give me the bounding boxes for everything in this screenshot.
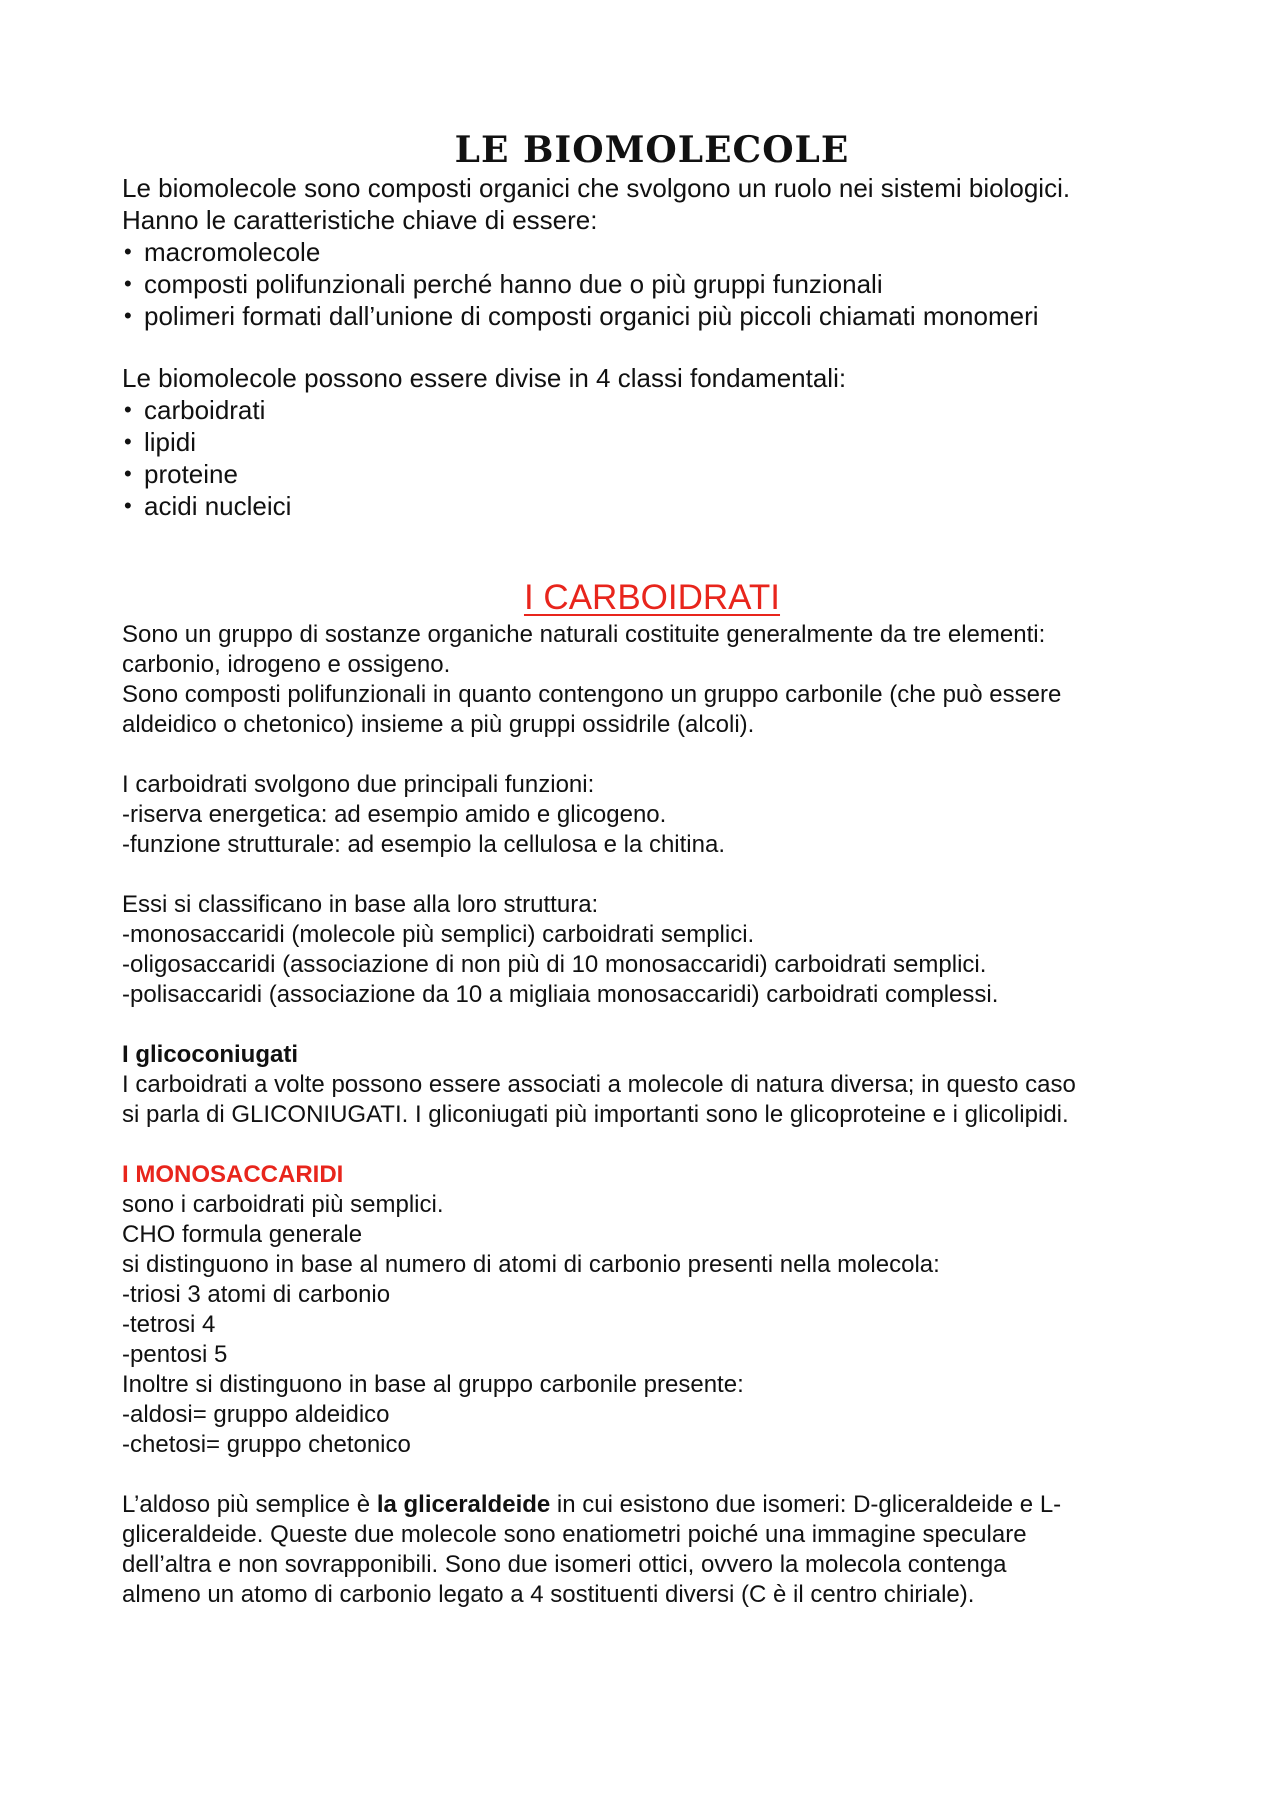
text-line — [122, 1490, 1182, 1520]
list-item: • proteine — [122, 458, 1182, 490]
intro-line: Hanno le caratteristiche chiave di essere: — [122, 205, 598, 235]
list-item: • macromolecole — [122, 236, 1182, 268]
list-item: • carboidrati — [122, 394, 1182, 426]
text-line: -chetosi= gruppo chetonico — [122, 1431, 411, 1458]
heading-monosaccaridi: I MONOSACCARIDI — [122, 1161, 344, 1188]
carboidrati-classification — [122, 890, 1182, 1010]
glicoconiugati-text — [122, 1070, 1182, 1130]
text-span: in cui esistono due isomeri: D-gliceraldeide e L- — [550, 1491, 1062, 1518]
text-line: I carboidrati svolgono due principali funzioni: — [122, 771, 595, 798]
text-span: L’aldoso più semplice è — [122, 1491, 377, 1518]
text-line: gliceraldeide. Queste due molecole sono enatiometri poiché una immagine speculare — [122, 1521, 1027, 1548]
document-page — [122, 128, 1182, 1610]
title-biomolecole: LE BIOMOLECOLE — [454, 129, 850, 171]
text-line: -riserva energetica: ad esempio amido e glicogeno. — [122, 801, 667, 828]
text-line: Essi si classificano in base alla loro struttura: — [122, 891, 599, 918]
text-line: -tetrosi 4 — [122, 1311, 216, 1338]
characteristics-list — [122, 236, 1182, 332]
intro-line: Le biomolecole sono composti organici che svolgono un ruolo nei sistemi biologici. — [122, 173, 1071, 203]
bold-term: la gliceraldeide — [376, 1491, 551, 1518]
text-line: Inoltre si distinguono in base al gruppo carbonile presente: — [122, 1371, 744, 1398]
text-line: -triosi 3 atomi di carbonio — [122, 1281, 391, 1308]
text-line: I carboidrati a volte possono essere associati a molecole di natura diversa; in questo caso — [122, 1071, 1076, 1098]
monosaccaridi-text — [122, 1190, 1182, 1460]
list-item: • composti polifunzionali perché hanno due o più gruppi funzionali — [122, 268, 1182, 300]
intro-paragraph — [122, 172, 1182, 236]
classes-intro: Le biomolecole possono essere divise in 4 classi fondamentali: — [122, 363, 847, 393]
text-line: sono i carboidrati più semplici. — [122, 1191, 444, 1218]
text-line: Sono composti polifunzionali in quanto contengono un gruppo carbonile (che può essere — [122, 681, 1062, 708]
text-line: -polisaccaridi (associazione da 10 a migliaia monosaccaridi) carboidrati complessi. — [122, 981, 999, 1008]
text-line: -aldosi= gruppo aldeidico — [122, 1401, 390, 1428]
text-line: carbonio, idrogeno e ossigeno. — [122, 651, 451, 678]
carboidrati-functions — [122, 770, 1182, 860]
title-carboidrati: I CARBOIDRATI — [523, 578, 781, 617]
text-line: dell’altra e non sovrapponibili. Sono due isomeri ottici, ovvero la molecola contenga — [122, 1551, 1007, 1578]
list-item: • lipidi — [122, 426, 1182, 458]
text-line: -monosaccaridi (molecole più semplici) carboidrati semplici. — [122, 921, 755, 948]
carboidrati-definition — [122, 620, 1182, 740]
text-line: si distinguono in base al numero di atomi di carbonio presenti nella molecola: — [122, 1251, 940, 1278]
list-item: • acidi nucleici — [122, 490, 1182, 522]
text-line: Sono un gruppo di sostanze organiche naturali costituite generalmente da tre elementi: — [122, 621, 1046, 648]
text-line: aldeidico o chetonico) insieme a più gruppi ossidrile (alcoli). — [122, 711, 755, 738]
text-line: -pentosi 5 — [122, 1341, 228, 1368]
text-line: almeno un atomo di carbonio legato a 4 sostituenti diversi (C è il centro chiriale). — [122, 1581, 975, 1608]
heading-glicoconiugati: I glicoconiugati — [122, 1041, 299, 1068]
text-line: si parla di GLICONIUGATI. I gliconiugati più importanti sono le glicoproteine e i glicolipidi. — [122, 1101, 1069, 1128]
gliceraldeide-paragraph — [122, 1490, 1182, 1610]
list-item: • polimeri formati dall’unione di composti organici più piccoli chiamati monomeri — [122, 300, 1182, 332]
text-line: -funzione strutturale: ad esempio la cellulosa e la chitina. — [122, 831, 725, 858]
text-line: -oligosaccaridi (associazione di non più di 10 monosaccaridi) carboidrati semplici. — [122, 951, 987, 978]
classes-list — [122, 394, 1182, 522]
text-line: CHO formula generale — [122, 1221, 363, 1248]
